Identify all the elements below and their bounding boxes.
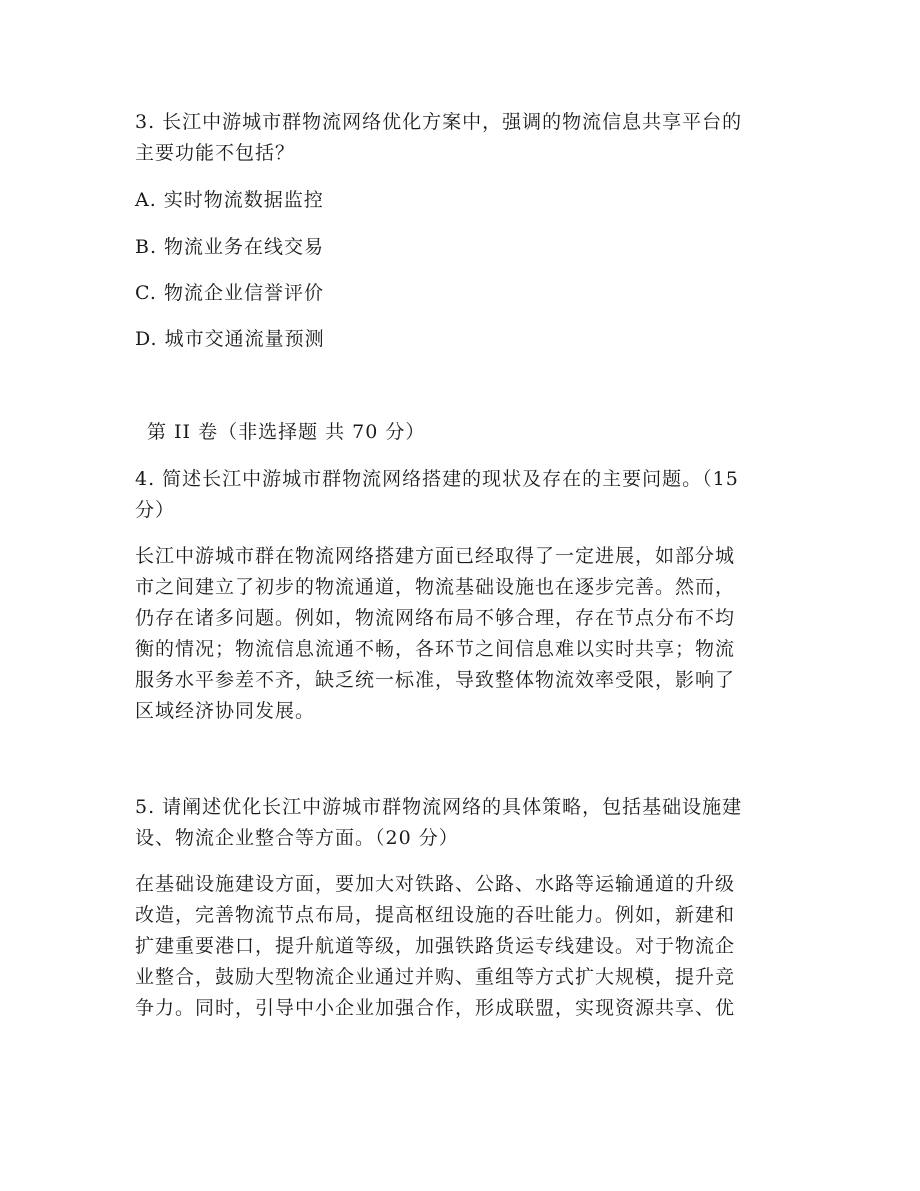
- text-line: 仍存在诸多问题。例如，物流网络布局不够合理，存在节点分布不均: [135, 607, 736, 629]
- text-line: 主要功能不包括？: [135, 142, 296, 164]
- question-3-option-c: [135, 278, 785, 309]
- question-3-option-a: [135, 185, 785, 216]
- question-5-answer: [135, 869, 785, 1024]
- text-line: 长江中游城市群在物流网络搭建方面已经取得了一定进展，如部分城: [135, 545, 736, 567]
- text-line: 衡的情况；物流信息流通不畅，各环节之间信息难以实时共享；物流: [135, 638, 736, 660]
- option-label: B. 物流业务在线交易: [135, 236, 325, 258]
- text-line: 设、物流企业整合等方面。（20 分）: [135, 827, 459, 849]
- text-line: 分）: [135, 499, 176, 521]
- section-title: [147, 417, 797, 448]
- text-line: 争力。同时，引导中小企业加强合作，形成联盟，实现资源共享、优: [135, 997, 736, 1019]
- text-line: 服务水平参差不齐，缺乏统一标准，导致整体物流效率受限，影响了: [135, 669, 736, 691]
- text-line: 业整合，鼓励大型物流企业通过并购、重组等方式扩大规模，提升竞: [135, 966, 736, 988]
- question-3-option-b: [135, 232, 785, 263]
- text-line: 改造，完善物流节点布局，提高枢纽设施的吞吐能力。例如，新建和: [135, 904, 736, 926]
- text-line: 3. 长江中游城市群物流网络优化方案中，强调的物流信息共享平台的: [135, 111, 743, 133]
- section-title-text: 第 II 卷（非选择题 共 70 分）: [147, 421, 426, 443]
- option-label: A. 实时物流数据监控: [135, 189, 324, 211]
- question-4-answer: [135, 541, 785, 727]
- question-3-stem: [135, 107, 785, 169]
- text-line: 市之间建立了初步的物流通道，物流基础设施也在逐步完善。然而，: [135, 576, 736, 598]
- text-line: 在基础设施建设方面，要加大对铁路、公路、水路等运输通道的升级: [135, 873, 736, 895]
- text-line: 区域经济协同发展。: [135, 700, 316, 722]
- text-line: 4. 简述长江中游城市群物流网络搭建的现状及存在的主要问题。（15: [135, 468, 739, 490]
- question-3-option-d: [135, 324, 785, 355]
- text-line: 5. 请阐述优化长江中游城市群物流网络的具体策略，包括基础设施建: [135, 796, 743, 818]
- text-line: 扩建重要港口，提升航道等级，加强铁路货运专线建设。对于物流企: [135, 935, 736, 957]
- option-label: C. 物流企业信誉评价: [135, 282, 324, 304]
- question-4-stem: [135, 464, 785, 526]
- option-label: D. 城市交通流量预测: [135, 328, 325, 350]
- question-5-stem: [135, 792, 785, 854]
